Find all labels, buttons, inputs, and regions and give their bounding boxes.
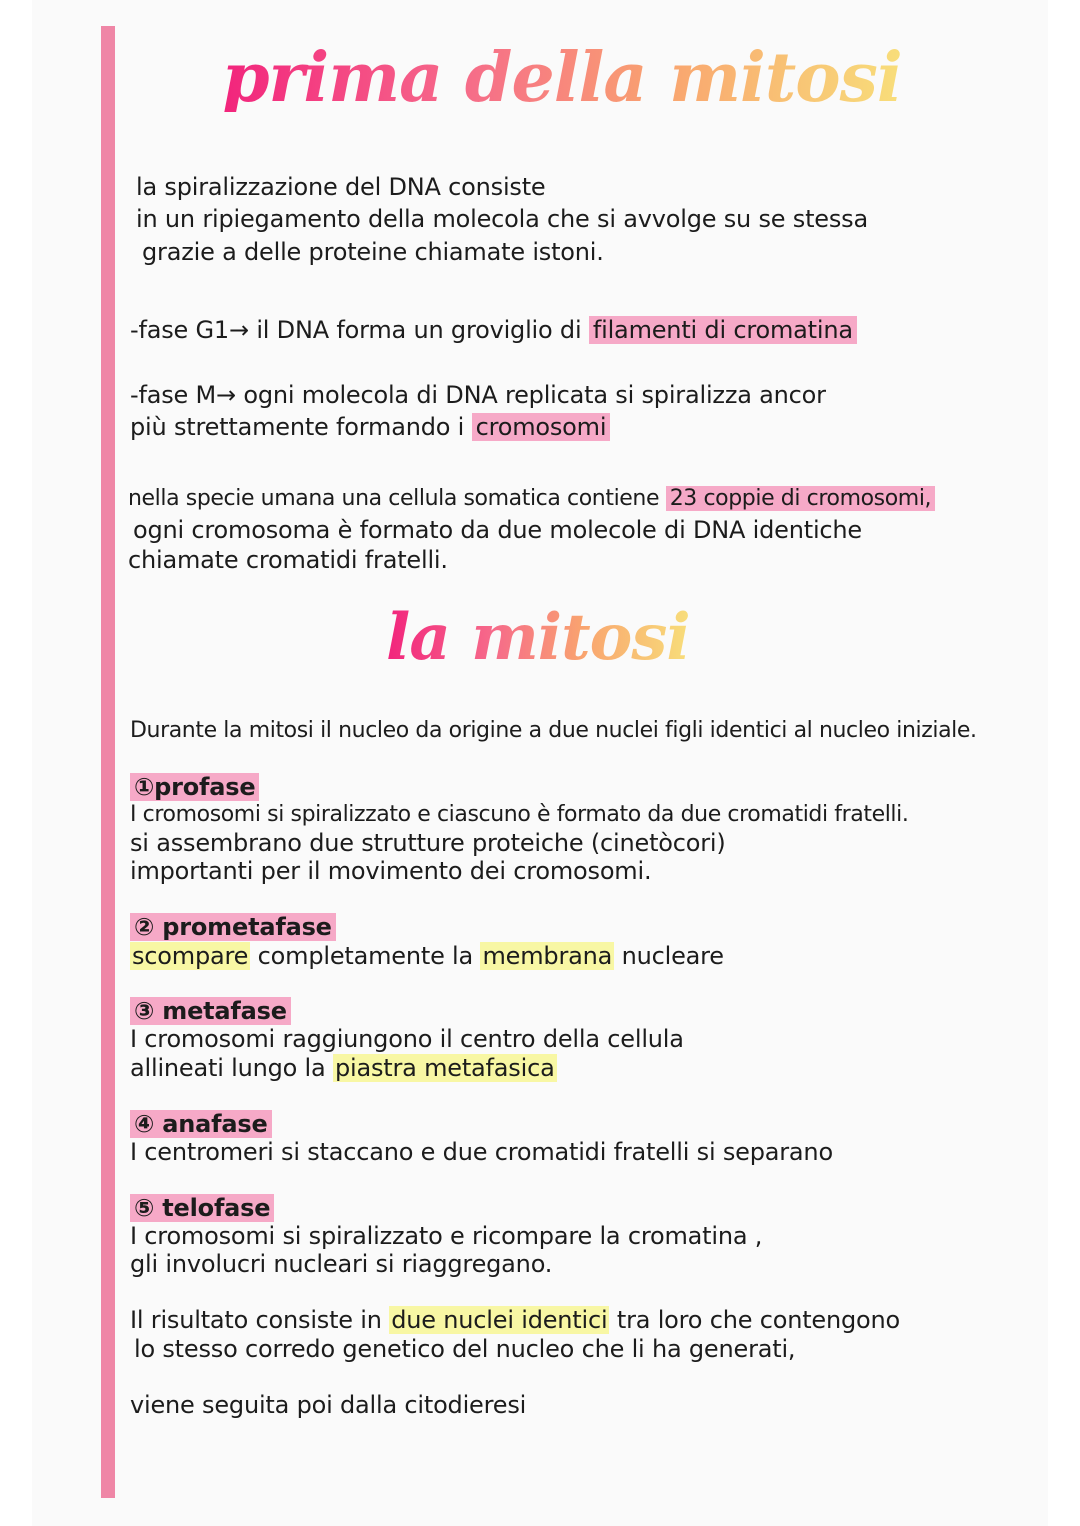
phase-m-text: più strettamente formando i <box>130 413 465 441</box>
result-line-2: lo stesso corredo genetico del nucleo che li ha generati, <box>134 1335 796 1363</box>
prophase-heading-label: ①profase <box>130 773 259 801</box>
result-line-3: viene seguita poi dalla citodieresi <box>130 1391 527 1419</box>
anaphase-heading-label: ④ anafase <box>130 1110 272 1138</box>
mitosis-intro: Durante la mitosi il nucleo da origine a due nuclei figli identici al nucleo iniziale. <box>130 718 977 743</box>
title-mitosis: la mitosi <box>386 600 690 675</box>
title-before-mitosis: prima della mitosi <box>222 38 902 118</box>
intro-line-3: grazie a delle proteine chiamate istoni. <box>142 238 604 266</box>
prophase-line-3: importanti per il movimento dei cromosomi. <box>130 857 652 885</box>
prometaphase-heading <box>130 915 336 939</box>
prometaphase-text-2: nucleare <box>621 942 724 970</box>
phase-g1-text: -fase G1→ il DNA forma un groviglio di <box>130 316 582 344</box>
telophase-heading <box>130 1196 274 1220</box>
phase-g1-highlight: filamenti di cromatina <box>589 316 857 344</box>
prometaphase-highlight-1: scompare <box>132 942 249 970</box>
prometaphase-heading-label: ② prometafase <box>130 913 336 941</box>
prophase-line-1: I cromosomi si spiralizzato e ciascuno è formato da due cromatidi fratelli. <box>130 802 909 827</box>
metaphase-line-2-text: allineati lungo la <box>130 1054 326 1082</box>
metaphase-heading-label: ③ metafase <box>130 997 291 1025</box>
metaphase-line-1: I cromosomi raggiungono il centro della cellula <box>130 1025 684 1053</box>
prophase-heading <box>130 775 259 799</box>
human-line-1-text: nella specie umana una cellula somatica contiene <box>128 486 660 511</box>
telophase-line-1: I cromosomi si spiralizzato e ricompare la cromatina , <box>130 1222 763 1250</box>
intro-line-2: in un ripiegamento della molecola che si avvolge su se stessa <box>136 205 868 233</box>
margin-bar <box>101 26 115 1498</box>
prometaphase-text-1: completamente la <box>257 942 474 970</box>
telophase-heading-label: ⑤ telofase <box>130 1194 274 1222</box>
result-text-b: tra loro che contengono <box>616 1306 900 1334</box>
result-line-1 <box>130 1308 900 1332</box>
phase-m-highlight: cromosomi <box>472 413 611 441</box>
anaphase-line-1: I centromeri si staccano e due cromatidi fratelli si separano <box>130 1138 833 1166</box>
metaphase-line-2 <box>130 1056 557 1080</box>
phase-m-line-1: -fase M→ ogni molecola di DNA replicata si spiralizza ancor <box>130 381 826 409</box>
anaphase-heading <box>130 1112 272 1136</box>
result-highlight: due nuclei identici <box>391 1306 608 1334</box>
prometaphase-line <box>130 944 724 968</box>
intro-line-1: la spiralizzazione del DNA consiste <box>136 173 546 201</box>
phase-g1-line <box>130 318 857 342</box>
human-line-2: ogni cromosoma è formato da due molecole di DNA identiche <box>133 516 862 544</box>
prophase-line-2: si assembrano due strutture proteiche (cinetòcori) <box>130 829 726 857</box>
human-line-1-highlight: 23 coppie di cromosomi, <box>666 486 935 511</box>
telophase-line-2: gli involucri nucleari si riaggregano. <box>130 1250 553 1278</box>
metaphase-highlight: piastra metafasica <box>334 1054 555 1082</box>
human-line-3: chiamate cromatidi fratelli. <box>128 546 448 574</box>
phase-m-line-2 <box>130 415 610 439</box>
human-line-1 <box>128 487 935 511</box>
metaphase-heading <box>130 999 291 1023</box>
prometaphase-highlight-2: membrana <box>482 942 613 970</box>
result-text-a: Il risultato consiste in <box>130 1306 382 1334</box>
